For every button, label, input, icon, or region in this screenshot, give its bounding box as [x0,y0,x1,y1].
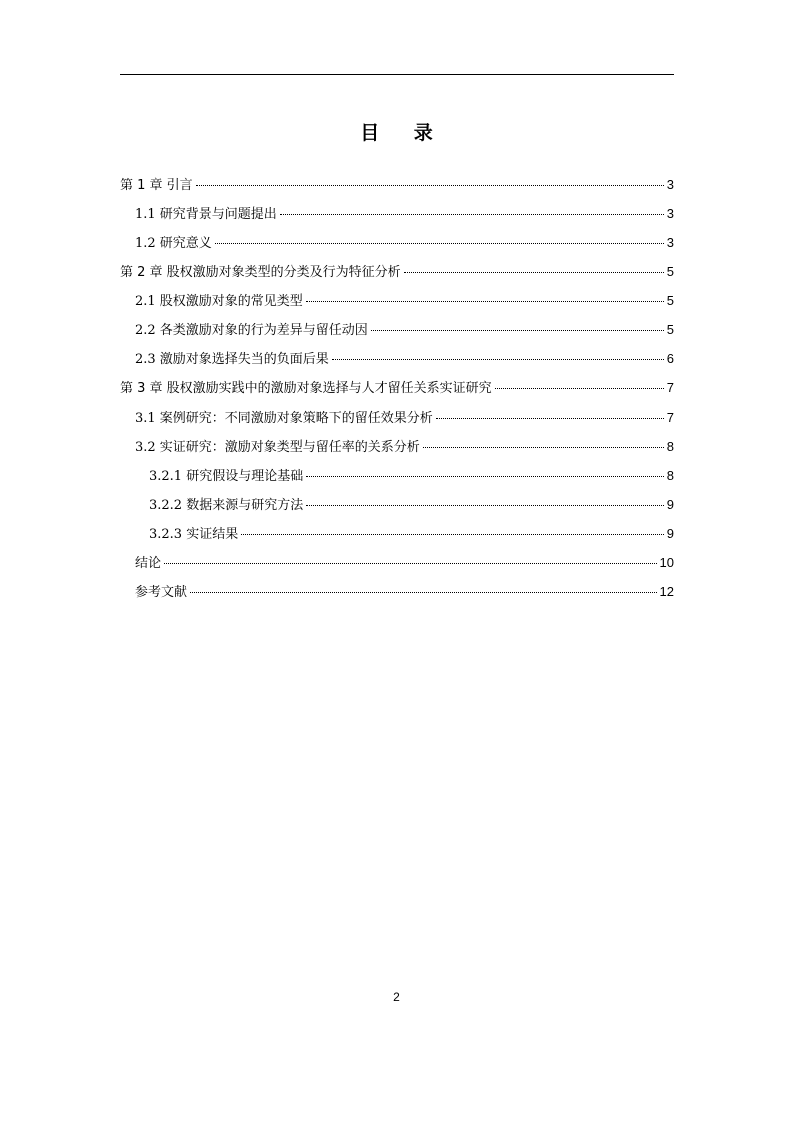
toc-leader [190,592,657,593]
toc-leader [280,214,664,215]
toc-entry-label: 第 2 章 股权激励对象类型的分类及行为特征分析 [120,265,401,280]
toc-entry-page: 5 [666,293,674,308]
toc-leader [423,447,664,448]
toc-leader [306,476,664,477]
toc-entry-1-1[interactable] [135,200,674,228]
toc-entry-page: 12 [659,584,674,599]
toc-entry-label: 3.1 案例研究：不同激励对象策略下的留任效果分析 [135,411,433,426]
toc-entry-1-2[interactable] [135,229,674,257]
toc-entry-2-3[interactable] [135,345,674,373]
toc-entry-label: 3.2.3 实证结果 [149,527,239,542]
toc-entry-page: 7 [666,380,674,395]
toc-entry-label: 第 1 章 引言 [120,178,193,193]
toc-entry-label: 2.3 激励对象选择失当的负面后果 [135,352,329,367]
toc-entry-page: 8 [666,439,674,454]
toc-entry-page: 3 [666,235,674,250]
toc-leader [495,388,664,389]
toc-entry-2-2[interactable] [135,316,674,344]
toc-entry-page: 6 [666,351,674,366]
toc-entry-label: 1.2 研究意义 [135,236,212,251]
toc-entry-label: 3.2 实证研究：激励对象类型与留任率的关系分析 [135,440,420,455]
toc-title: 目 录 [360,122,447,144]
toc-entry-label: 1.1 研究背景与问题提出 [135,207,277,222]
toc-leader [404,272,664,273]
toc-leader [306,301,664,302]
toc-leader [436,418,664,419]
page-number: 2 [393,990,400,1004]
header-rule [120,74,674,75]
toc-entry-label: 2.2 各类激励对象的行为差异与留任动因 [135,323,368,338]
toc-entry-label: 2.1 股权激励对象的常见类型 [135,294,303,309]
toc-entry-2-1[interactable] [135,287,674,315]
toc-leader [332,359,664,360]
toc-entry-label: 结论 [135,556,162,571]
toc-entry-conclusion[interactable] [135,549,674,577]
toc-entry-page: 9 [666,497,674,512]
toc-leader [241,534,664,535]
toc-leader [215,243,664,244]
toc-leader [196,185,664,186]
toc-leader [164,563,657,564]
toc-entry-chapter-2[interactable] [120,258,674,286]
toc-leader [306,505,664,506]
toc-leader [371,330,664,331]
toc-entry-3-2-3[interactable] [149,520,674,548]
toc-entry-3-2[interactable] [135,433,674,461]
toc-entry-label: 3.2.2 数据来源与研究方法 [149,498,304,513]
toc-entry-label: 参考文献 [135,585,188,600]
toc-entry-page: 3 [666,177,674,192]
toc-entry-page: 8 [666,468,674,483]
toc-entry-page: 10 [659,555,674,570]
toc-entry-3-2-2[interactable] [149,491,674,519]
toc-entry-page: 5 [666,264,674,279]
toc-entry-page: 7 [666,410,674,425]
toc-entry-references[interactable] [135,578,674,606]
toc-entry-page: 3 [666,206,674,221]
toc-entry-3-2-1[interactable] [149,462,674,490]
toc-entry-chapter-3[interactable] [120,374,674,402]
toc-entry-3-1[interactable] [135,404,674,432]
toc-entry-page: 5 [666,322,674,337]
toc-entry-chapter-1[interactable] [120,171,674,199]
toc-entry-label: 第 3 章 股权激励实践中的激励对象选择与人才留任关系实证研究 [120,381,492,396]
toc-entry-page: 9 [666,526,674,541]
toc-entry-label: 3.2.1 研究假设与理论基础 [149,469,304,484]
